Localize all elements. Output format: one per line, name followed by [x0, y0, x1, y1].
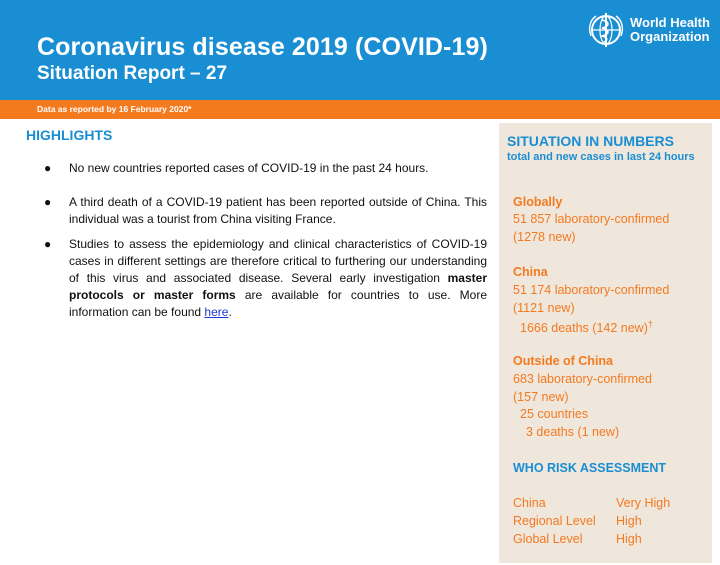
- china-heading: China: [513, 265, 548, 279]
- highlight-text: [69, 236, 487, 321]
- china-deaths: [520, 319, 653, 335]
- report-header: [0, 0, 720, 100]
- outside-confirmed: 683 laboratory-confirmed: [513, 372, 652, 386]
- report-subtitle: Situation Report – 27: [37, 63, 228, 84]
- highlights-title: HIGHLIGHTS: [26, 127, 113, 143]
- here-link[interactable]: here: [204, 305, 229, 319]
- china-deaths-text: 1666 deaths (142 new): [520, 321, 648, 336]
- situation-title: SITUATION IN NUMBERS: [507, 133, 674, 149]
- risk-label-china: China: [513, 496, 546, 510]
- who-name-line1: World Health: [630, 15, 710, 30]
- globally-new: (1278 new): [513, 230, 576, 244]
- report-title: Coronavirus disease 2019 (COVID-19): [37, 33, 488, 61]
- data-reported-date: Data as reported by 16 February 2020*: [37, 104, 192, 114]
- highlight-text: A third death of a COVID-19 patient has been reported outside of China. This individual was a tourist from China visiting France.: [69, 195, 487, 226]
- highlight-text-part: .: [228, 305, 232, 319]
- master-protocols-text: master protocols or master forms: [69, 271, 487, 302]
- highlight-text-part: are available for countries to use. More information can be found: [69, 288, 487, 319]
- china-new: (1121 new): [513, 301, 575, 315]
- risk-assessment-title: WHO RISK ASSESSMENT: [513, 461, 667, 475]
- who-wordmark: [630, 16, 710, 44]
- dagger-mark: †: [647, 319, 653, 329]
- situation-subtitle: total and new cases in last 24 hours: [507, 151, 695, 163]
- globally-heading: Globally: [513, 195, 563, 209]
- risk-value-china: Very High: [616, 496, 671, 510]
- outside-new: (157 new): [513, 390, 569, 404]
- who-emblem-icon: [586, 10, 626, 50]
- who-name-line2: Organization: [630, 29, 710, 44]
- situation-in-numbers-panel: [499, 123, 712, 563]
- highlight-text: No new countries reported cases of COVID-19 in the past 24 hours.: [69, 161, 429, 175]
- outside-deaths: 3 deaths (1 new): [526, 425, 620, 439]
- bullet-dot: ●: [44, 195, 52, 209]
- outside-china-heading: Outside of China: [513, 354, 613, 368]
- outside-countries: 25 countries: [520, 407, 589, 421]
- risk-value-global: High: [616, 532, 642, 546]
- risk-label-global: Global Level: [513, 532, 583, 546]
- bullet-dot: ●: [44, 161, 52, 175]
- bullet-dot: ●: [44, 237, 52, 251]
- who-logo: [586, 10, 714, 50]
- risk-value-regional: High: [616, 514, 642, 528]
- globally-confirmed: 51 857 laboratory-confirmed: [513, 212, 670, 226]
- risk-label-regional: Regional Level: [513, 514, 596, 528]
- china-confirmed: 51 174 laboratory-confirmed: [513, 283, 670, 297]
- highlight-text-part: Studies to assess the epidemiology and clinical characteristics of COVID-19 cases in different settings are therefore critical to furthering our understanding of this virus and associated disease. Several early investigation: [69, 237, 487, 285]
